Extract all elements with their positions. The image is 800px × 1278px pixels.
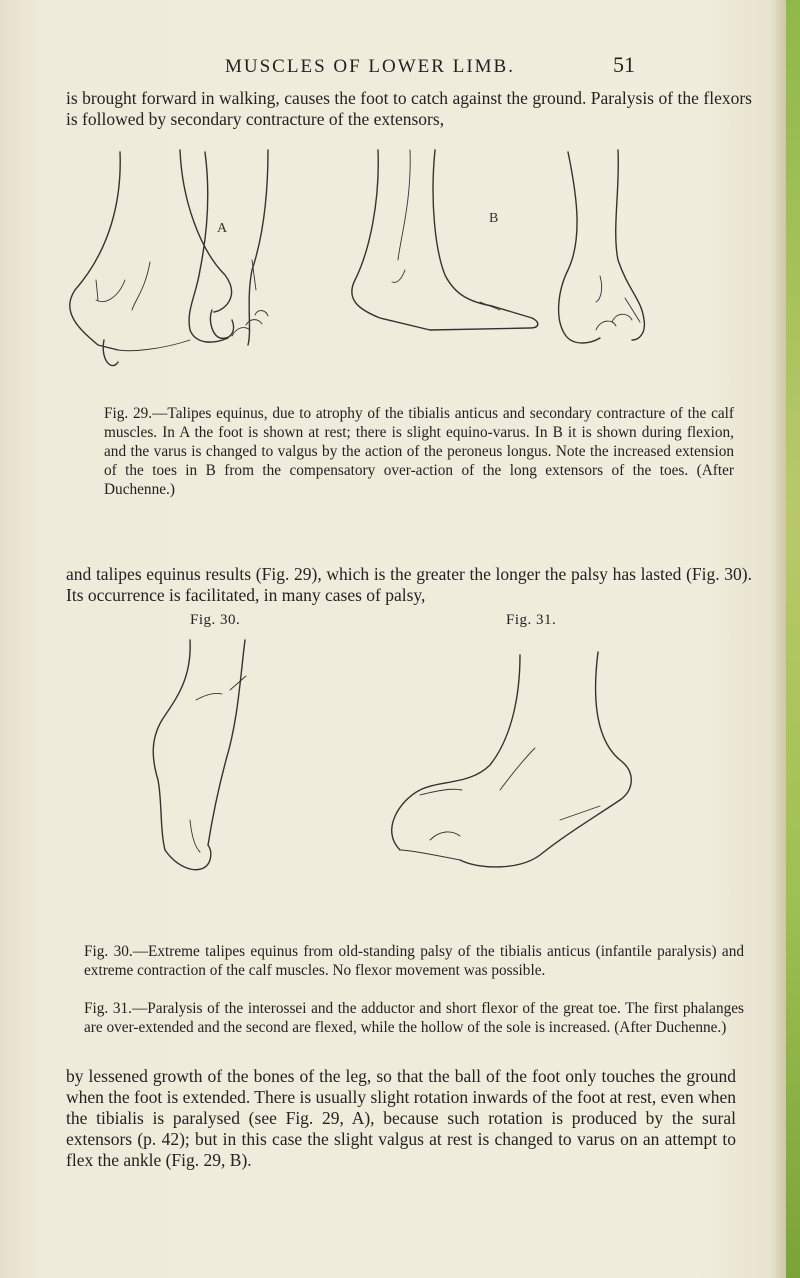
paragraph-bottom: by lessened growth of the bones of the leg, so that the ball of the foot only touches the ground when the foot is extended. There is usually slight rotation inwards of the foot at rest, even when the tibialis is paralysed (see Fig. 29, A), because such rotation is produced by the sural extensors (p. 42); but in this case the slight valgus at rest is changed to varus on an attempt to flex the ankle (Fig. 29, B). xyxy=(66,1066,736,1170)
page-number: 51 xyxy=(613,52,635,77)
fig29-label-a: A xyxy=(217,221,228,236)
fig31-label: Fig. 31. xyxy=(506,612,557,628)
fig29-caption: Fig. 29.—Talipes equinus, due to atrophy of the tibialis anticus and secondary contracture of the calf muscles. In A the foot is shown at rest; there is slight equino-varus. In B it is shown during flexion, and the varus is changed to valgus by the action of the peroneus longus. Note the increased extension of the toes in B from the compensatory over-action of the long extensors of the toes. (After Duchenne.) xyxy=(104,405,734,498)
paragraph-top: is brought forward in walking, causes the foot to catch against the ground. Paralysis of the flexors is followed by secondary contracture of the extensors, xyxy=(66,88,752,129)
fig31-foot xyxy=(392,652,632,867)
fig30-foot xyxy=(153,640,246,870)
fig31-caption: Fig. 31.—Paralysis of the interossei and the adductor and short flexor of the great toe. The first phalanges are over-extended and the second are flexed, while the hollow of the sole is increased. (After Duchenne.) xyxy=(84,1000,744,1036)
fig29-label-b: B xyxy=(489,211,499,226)
running-head-title: MUSCLES OF LOWER LIMB. xyxy=(225,56,515,77)
paragraph-middle: and talipes equinus results (Fig. 29), which is the greater the longer the palsy has lasted (Fig. 30). Its occurrence is facilitated, in many cases of palsy, xyxy=(66,564,752,605)
fig30-caption: Fig. 30.—Extreme talipes equinus from old-standing palsy of the tibialis anticus (infantile paralysis) and extreme contraction of the calf muscles. No flexor movement was possible. xyxy=(84,943,744,979)
fig30-label: Fig. 30. xyxy=(190,612,241,628)
